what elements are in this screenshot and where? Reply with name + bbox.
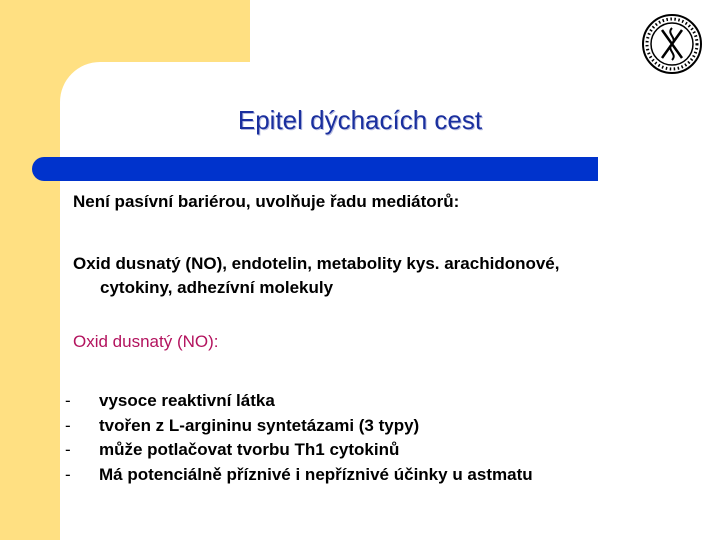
list-item-text: vysoce reaktivní látka — [99, 391, 275, 410]
slide-title: Epitel dýchacích cest — [237, 105, 483, 135]
bullet-marker: - — [65, 415, 71, 435]
list-item — [65, 463, 533, 488]
bullet-marker: - — [65, 464, 71, 484]
list-item — [65, 438, 533, 463]
mediators-line-2: cytokiny, adhezívní molekuly — [100, 278, 334, 297]
list-item-text: tvořen z L-argininu syntetázami (3 typy) — [99, 415, 420, 435]
mediators-line-1: Oxid dusnatý (NO), endotelin, metabolity kys. arachidonové, — [73, 254, 560, 273]
bullet-marker: - — [65, 391, 71, 410]
list-item — [65, 414, 533, 439]
university-seal-icon — [640, 12, 704, 76]
mediators-paragraph — [73, 252, 559, 300]
list-item-text: Má potenciálně příznivé i nepříznivé účinky u astmatu — [99, 464, 533, 484]
intro-paragraph: Není pasívní bariérou, uvolňuje řadu mediátorů: — [73, 192, 460, 211]
bullet-marker: - — [65, 440, 71, 459]
list-item-text: může potlačovat tvorbu Th1 cytokinů — [99, 440, 400, 459]
blue-divider-bar — [32, 157, 598, 181]
list-item — [65, 389, 533, 414]
no-bullet-list — [65, 389, 533, 487]
no-subheading: Oxid dusnatý (NO): — [73, 332, 219, 351]
